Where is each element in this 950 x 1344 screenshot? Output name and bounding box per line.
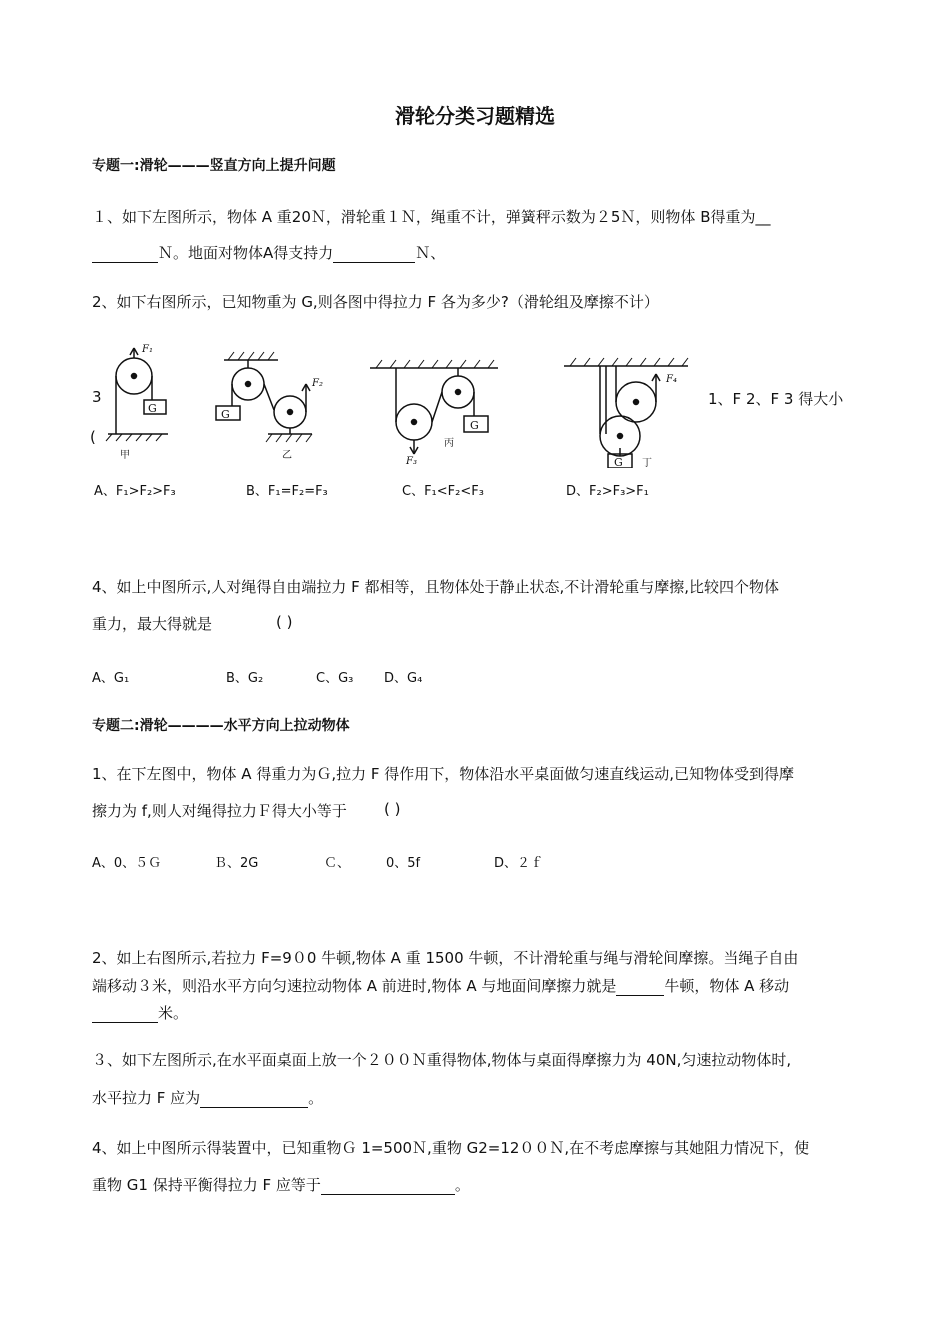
figure-yi	[216, 352, 323, 461]
t2-q1-option-a[interactable]: A、0、５Ｇ	[92, 856, 162, 871]
q1-line2: Ｎ。地面对物体A得支持力 Ｎ、	[92, 242, 445, 263]
g-label: G	[148, 402, 157, 415]
svg-text:G: G	[614, 456, 623, 468]
figure-jia	[106, 344, 168, 461]
figure-bing	[370, 360, 498, 467]
svg-text:F₃: F₃	[406, 456, 417, 467]
svg-text:丙: 丙	[444, 438, 454, 449]
q4-option-d[interactable]: D、G₄	[384, 671, 423, 686]
pulley-figure	[98, 338, 698, 468]
t2-q2-line2: 端移动３米，则沿水平方向匀速拉动物体 A 前进时,物体 A 与地面间摩擦力就是 牛顿，物体 A 移动	[92, 977, 790, 995]
q3-option-d[interactable]: D、F₂>F₃>F₁	[566, 484, 649, 499]
q1-line1: １、如下左图所示，物体 A 重20Ｎ，滑轮重１Ｎ，绳重不计，弹簧秤示数为２5Ｎ，则物体 B得重为__	[92, 208, 771, 226]
q3-option-c[interactable]: C、F₁<F₂<F₃	[402, 484, 484, 499]
q2-text: 2、如下右图所示，已知物重为 G,则各图中得拉力 F 各为多少?（滑轮组及摩擦不计）	[92, 293, 659, 311]
jia-label: 甲	[120, 450, 130, 461]
t2-q1-option-c-value: 0、5f	[386, 856, 421, 871]
t2-q1-option-d[interactable]: D、２ｆ	[494, 856, 544, 871]
q3-option-a[interactable]: A、F₁>F₂>F₃	[94, 484, 176, 499]
t2-q1-paren[interactable]: ( )	[384, 800, 401, 818]
q3-paren: (	[90, 428, 96, 446]
t2-q2-line1: 2、如上右图所示,若拉力 F=9０0 牛顿,物体 A 重 1500 牛顿，不计滑轮重与绳与滑轮间摩擦。当绳子自由	[92, 949, 799, 967]
answer-blank[interactable]	[92, 244, 158, 263]
f1-label: F₁	[142, 344, 153, 355]
topic1-heading: 专题一:滑轮———竖直方向上提升问题	[92, 158, 336, 174]
q4-option-b[interactable]: B、G₂	[226, 671, 264, 686]
svg-text:乙: 乙	[282, 450, 292, 461]
answer-blank[interactable]	[92, 1004, 158, 1023]
q4-line2: 重力，最大得就是	[92, 615, 213, 633]
svg-text:F₄: F₄	[666, 374, 677, 385]
svg-text:G: G	[221, 408, 230, 421]
figure-ding	[564, 358, 688, 468]
svg-text:G: G	[470, 419, 479, 432]
q4-option-a[interactable]: A、G₁	[92, 671, 130, 686]
t2-q1-line1: 1、在下左图中，物体 A 得重力为Ｇ,拉力 F 得作用下，物体沿水平桌面做匀速直线运动,已知物体受到得摩	[92, 765, 795, 783]
topic2-heading: 专题二:滑轮————水平方向上拉动物体	[92, 718, 350, 734]
q3-num: 3	[92, 388, 102, 406]
q4-line1: 4、如上中图所示,人对绳得自由端拉力 F 都相等，且物体处于静止状态,不计滑轮重与摩擦,比较四个物体	[92, 578, 780, 596]
answer-blank[interactable]	[616, 977, 664, 996]
q4-option-c[interactable]: C、G₃	[316, 671, 354, 686]
t2-q4-line2: 重物 G1 保持平衡得拉力 F 应等于 。	[92, 1176, 470, 1194]
q3-right-text: 1、F 2、F 3 得大小	[708, 390, 844, 408]
t2-q1-option-b[interactable]: Ｂ、2G	[214, 856, 259, 871]
answer-blank[interactable]	[200, 1089, 308, 1108]
q4-paren[interactable]: ( )	[276, 613, 293, 631]
t2-q3-line2: 水平拉力 F 应为 。	[92, 1089, 324, 1107]
answer-blank[interactable]	[321, 1176, 455, 1195]
page-title: 滑轮分类习题精选	[395, 104, 555, 128]
svg-text:F₂: F₂	[312, 378, 323, 389]
t2-q1-option-c[interactable]: Ｃ、	[324, 856, 351, 871]
t2-q4-line1: 4、如上中图所示得装置中，已知重物Ｇ 1=500Ｎ,重物 G2=12００Ｎ,在不考虑摩擦与其她阻力情况下，使	[92, 1139, 810, 1157]
q3-option-b[interactable]: B、F₁=F₂=F₃	[246, 484, 328, 499]
svg-text:丁: 丁	[642, 458, 652, 468]
t2-q2-line3: 米。	[92, 1002, 188, 1023]
t2-q3-line1: ３、如下左图所示,在水平面桌面上放一个２００Ｎ重得物体,物体与桌面得摩擦力为 40N,匀速拉动物体时,	[92, 1051, 792, 1069]
answer-blank[interactable]	[333, 244, 415, 263]
t2-q1-line2: 擦力为 f,则人对绳得拉力Ｆ得大小等于	[92, 802, 347, 820]
